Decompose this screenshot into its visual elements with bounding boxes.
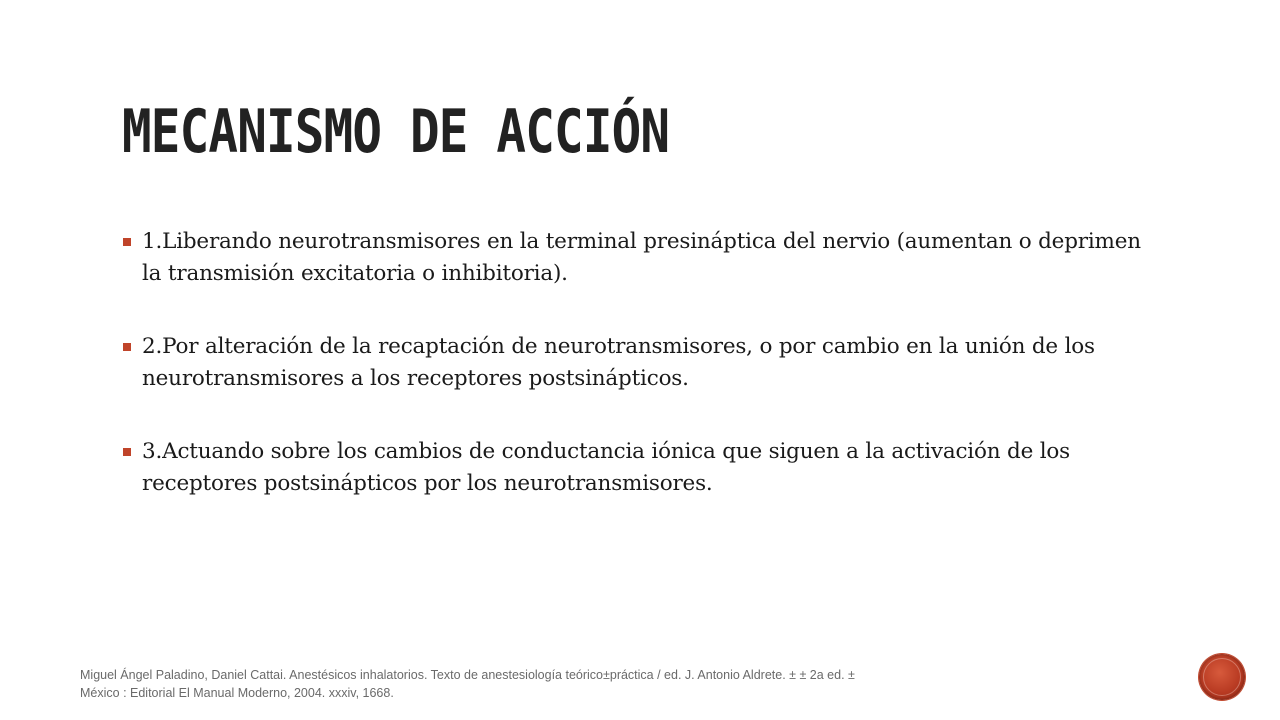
square-bullet-icon [123, 238, 131, 246]
bullet-item [122, 436, 1162, 500]
bullet-item [122, 331, 1162, 395]
slide-title: MECANISMO DE ACCIÓN [122, 97, 670, 167]
bullet-text: 1.Liberando neurotransmisores en la terminal presináptica del nervio (aumentan o deprimen la transmisión excitatoria o inhibitoria). [142, 229, 1141, 286]
square-bullet-icon [123, 343, 131, 351]
citation [80, 666, 1140, 702]
citation-line-2: México : Editorial El Manual Moderno, 2004. xxxiv, 1668. [80, 686, 394, 700]
square-bullet-icon [123, 448, 131, 456]
circle-badge-icon [1199, 654, 1245, 700]
bullet-list [122, 226, 1162, 500]
citation-line-1: Miguel Ángel Paladino, Daniel Cattai. Anestésicos inhalatorios. Texto de anestesiología teórico±práctica / ed. J. Antonio Aldrete. ± ± 2a ed. ± [80, 668, 855, 682]
bullet-text: 3.Actuando sobre los cambios de conductancia iónica que siguen a la activación de los receptores postsinápticos por los neurotransmisores. [142, 439, 1070, 496]
bullet-item [122, 226, 1162, 290]
bullet-text: 2.Por alteración de la recaptación de neurotransmisores, o por cambio en la unión de los neurotransmisores a los receptores postsinápticos. [142, 334, 1095, 391]
